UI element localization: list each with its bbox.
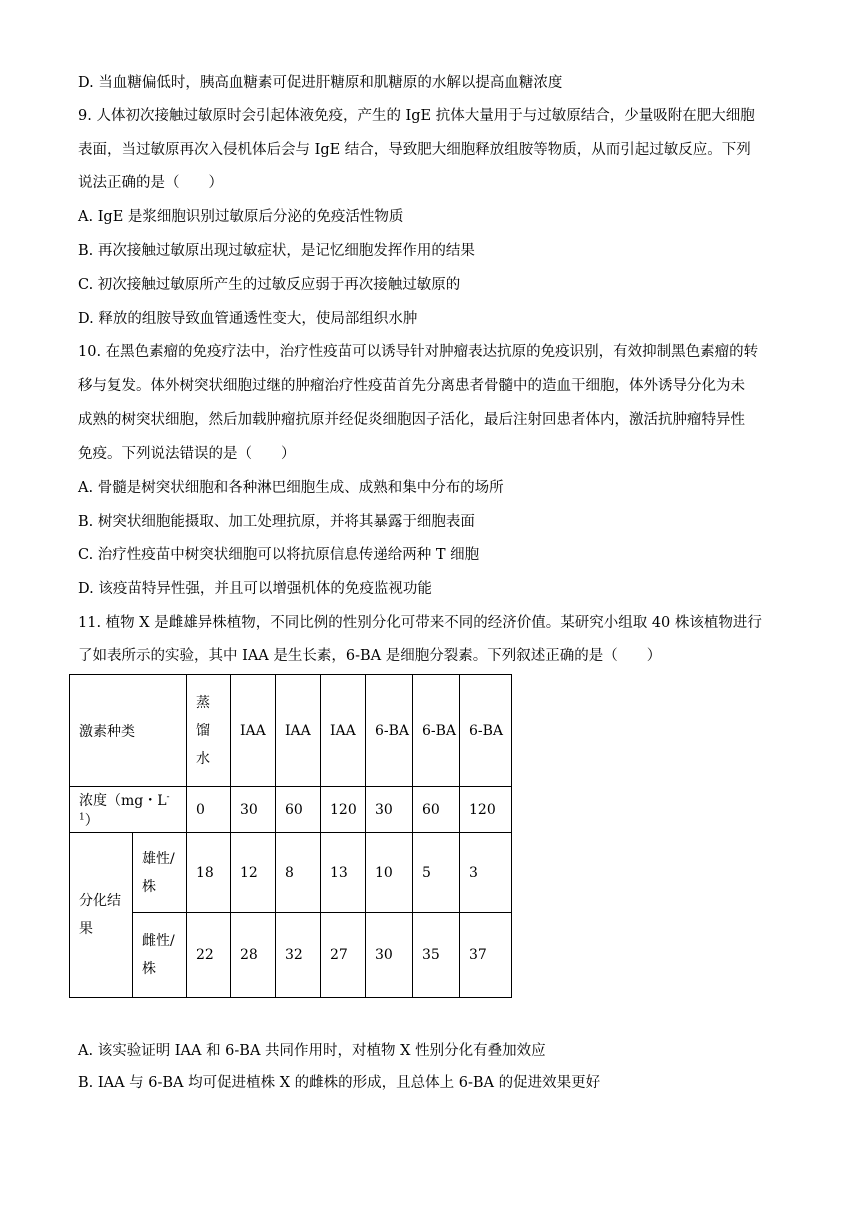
concentration-label-main: 浓度（mg・L: [79, 792, 167, 809]
q11-option-a: A. 该实验证明 IAA 和 6-BA 共同作用时，对植物 X 性别分化有叠加效应: [78, 1043, 546, 1059]
table-cell-male-count: 18: [187, 833, 231, 913]
result-label-line-2: 果: [79, 921, 93, 937]
table-cell-male-count: 8: [276, 833, 321, 913]
table-cell-female-count: 30: [366, 913, 413, 998]
table-cell-result-label: [70, 833, 133, 998]
male-label-line-1: 雄性/: [142, 850, 175, 867]
table-cell-hormone: 6-BA: [366, 675, 413, 787]
concentration-label-sup: -1: [79, 791, 170, 822]
q10-stem-line-3: 成熟的树突状细胞，然后加载肿瘤抗原并经促炎细胞因子活化，最后注射回患者体内，激活抗肿瘤特异性: [78, 412, 745, 428]
table-cell-concentration: 60: [276, 787, 321, 833]
female-label-line-1: 雌性/: [142, 933, 175, 949]
table-cell-hormone: 6-BA: [460, 675, 512, 787]
q10-option-c: C. 治疗性疫苗中树突状细胞可以将抗原信息传递给两种 T 细胞: [78, 547, 480, 563]
table-cell-female-count: 32: [276, 913, 321, 998]
table-row-male: [70, 833, 512, 913]
q10-option-d: D. 该疫苗特异性强，并且可以增强机体的免疫监视功能: [78, 581, 432, 597]
table-cell-concentration: 60: [413, 787, 460, 833]
q9-stem-line-1: 9. 人体初次接触过敏原时会引起体液免疫，产生的 IgE 抗体大量用于与过敏原结合，少量吸附在肥大细胞: [78, 108, 755, 124]
table-cell-female-count: 27: [321, 913, 366, 998]
water-char-1: 蒸: [196, 694, 210, 711]
table-cell-male-count: 3: [460, 833, 512, 913]
table-cell-male-count: 5: [413, 833, 460, 913]
table-cell-male-label: [133, 833, 187, 913]
experiment-table: [69, 674, 512, 998]
result-label-line-1: 分化结: [79, 893, 121, 909]
table-cell-concentration-label: [70, 787, 187, 833]
q10-option-a: A. 骨髓是树突状细胞和各种淋巴细胞生成、成熟和集中分布的场所: [78, 480, 504, 496]
table-cell-female-count: 28: [231, 913, 276, 998]
table-row-concentration: [70, 787, 512, 833]
q9-option-a: A. IgE 是浆细胞识别过敏原后分泌的免疫活性物质: [78, 209, 404, 225]
table-cell-concentration: 120: [460, 787, 512, 833]
q10-stem-line-2: 移与复发。体外树突状细胞过继的肿瘤治疗性疫苗首先分离患者骨髓中的造血干细胞，体外诱导分化为未: [78, 378, 745, 394]
table-cell-hormone: IAA: [321, 675, 366, 787]
table-cell-male-count: 13: [321, 833, 366, 913]
q11-option-b: B. IAA 与 6-BA 均可促进植株 X 的雌株的形成，且总体上 6-BA 的促进效果更好: [78, 1075, 601, 1091]
q10-option-b: B. 树突状细胞能摄取、加工处理抗原，并将其暴露于细胞表面: [78, 514, 475, 530]
q9-stem-line-3: 说法正确的是（ ）: [78, 175, 223, 191]
table-cell-concentration: 120: [321, 787, 366, 833]
table-cell-distilled-water: [187, 675, 231, 787]
table-cell-female-count: 22: [187, 913, 231, 998]
table-cell-concentration: 0: [187, 787, 231, 833]
q11-stem-line-1: 11. 植物 X 是雌雄异株植物，不同比例的性别分化可带来不同的经济价值。某研究小组取 40 株该植物进行: [78, 615, 762, 631]
table-cell-male-count: 10: [366, 833, 413, 913]
table-cell-concentration: 30: [366, 787, 413, 833]
table-cell-female-count: 37: [460, 913, 512, 998]
q11-stem-line-2: 了如表所示的实验，其中 IAA 是生长素，6-BA 是细胞分裂素。下列叙述正确的是（ ）: [78, 648, 662, 664]
concentration-label-end: ）: [84, 812, 99, 829]
q10-stem-line-1: 10. 在黑色素瘤的免疫疗法中，治疗性疫苗可以诱导针对肿瘤表达抗原的免疫识别，有效抑制黑色素瘤的转: [78, 344, 759, 360]
table-cell-hormone: 6-BA: [413, 675, 460, 787]
table-cell-hormone-label: 激素种类: [70, 675, 187, 787]
table-cell-concentration: 30: [231, 787, 276, 833]
table-cell-female-count: 35: [413, 913, 460, 998]
table-cell-male-count: 12: [231, 833, 276, 913]
q9-option-c: C. 初次接触过敏原所产生的过敏反应弱于再次接触过敏原的: [78, 277, 461, 293]
table-row-female: [70, 913, 512, 998]
water-char-3: 水: [196, 750, 210, 767]
table-row-hormone: [70, 675, 512, 787]
q9-option-d: D. 释放的组胺导致血管通透性变大，使局部组织水肿: [78, 311, 418, 327]
table-cell-hormone: IAA: [231, 675, 276, 787]
table-cell-female-label: [133, 913, 187, 998]
q10-stem-line-4: 免疫。下列说法错误的是（ ）: [78, 446, 296, 462]
water-char-2: 馏: [196, 722, 210, 739]
q8-option-d: D. 当血糖偏低时，胰高血糖素可促进肝糖原和肌糖原的水解以提高血糖浓度: [78, 75, 563, 91]
female-label-line-2: 株: [142, 961, 156, 977]
q9-option-b: B. 再次接触过敏原出现过敏症状，是记忆细胞发挥作用的结果: [78, 243, 475, 259]
male-label-line-2: 株: [142, 878, 156, 895]
table-cell-hormone: IAA: [276, 675, 321, 787]
q9-stem-line-2: 表面，当过敏原再次入侵机体后会与 IgE 结合，导致肥大细胞释放组胺等物质，从而引起过敏反应。下列: [78, 142, 751, 158]
